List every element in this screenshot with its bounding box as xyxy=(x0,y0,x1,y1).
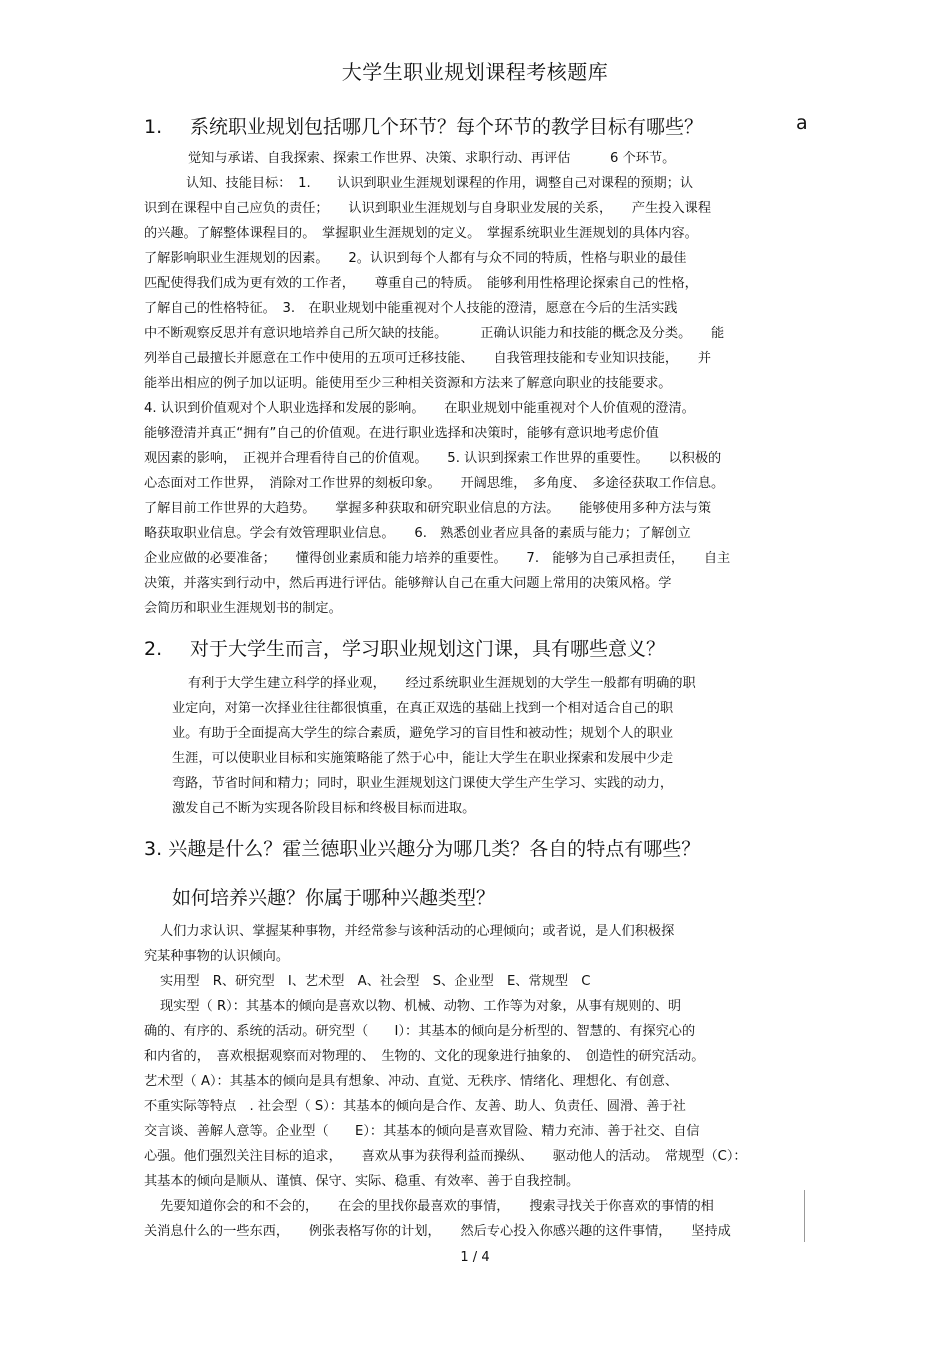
question-3-heading xyxy=(144,834,700,861)
answer-1-line: 中不断观察反思并有意识地培养自己所欠缺的技能。 正确认识能力和技能的概念及分类。 能 xyxy=(144,326,725,341)
answer-3-line: 心强。他们强烈关注目标的追求， 喜欢从事为获得利益而操纵、 驱动他人的活动。 常规型（C）： xyxy=(144,1149,747,1164)
document-title: 大学生职业规划课程考核题库 xyxy=(341,60,609,84)
answer-2-line: 有利于大学生建立科学的择业观， 经过系统职业生涯规划的大学生一般都有明确的职 xyxy=(188,676,696,691)
answer-2-line: 业定向，对第一次择业往往都很慎重，在真正双选的基础上找到一个相对适合自己的职 xyxy=(172,701,674,716)
answer-3-line: 其基本的倾向是顺从、谨慎、保守、实际、稳重、有效率、善于自我控制。 xyxy=(144,1174,580,1189)
answer-1-line: 心态面对工作世界， 消除对工作世界的刻板印象。 开阔思维， 多角度、 多途径获取工作信息。 xyxy=(144,476,725,491)
answer-1-line: 列举自己最擅长并愿意在工作中使用的五项可迁移技能、 自我管理技能和专业知识技能， 并 xyxy=(144,351,712,366)
answer-3-line: 实用型 R、研究型 I、艺术型 A、社会型 S、企业型 E、常规型 C xyxy=(160,974,591,989)
answer-1-line: 观因素的影响， 正视并合理看待自己的价值观。 5. 认识到探索工作世界的重要性。 以积极的 xyxy=(144,451,722,466)
answer-2-line: 业。有助于全面提高大学生的综合素质，避免学习的盲目性和被动性；规划个人的职业 xyxy=(172,726,674,741)
question-3-subheading: 如何培养兴趣？你属于哪种兴趣类型？ xyxy=(172,887,496,909)
answer-1-line: 会简历和职业生涯规划书的制定。 xyxy=(144,601,342,616)
answer-1-line: 匹配使得我们成为更有效的工作者， 尊重自己的特质。 能够利用性格理论探索自己的性格， xyxy=(144,276,698,291)
answer-2-line: 激发自己不断为实现各阶段目标和终极目标而进取。 xyxy=(172,801,476,816)
question-number: 1. xyxy=(144,116,163,138)
answer-1-line: 决策，并落实到行动中，然后再进行评估。能够辩认自己在重大问题上常用的决策风格。学 xyxy=(144,576,672,591)
answer-1-line: 觉知与承诺、自我探索、探索工作世界、决策、求职行动、再评估 6 个环节。 xyxy=(188,151,676,166)
question-1-mark: a xyxy=(796,112,808,134)
question-text: 系统职业规划包括哪几个环节？每个环节的教学目标有哪些？ xyxy=(190,116,704,138)
answer-3-line: 关消息什么的一些东西， 例张表格写你的计划， 然后专心投入你感兴趣的这件事情， 坚持成 xyxy=(144,1224,731,1239)
question-text: 对于大学生而言，学习职业规划这门课，具有哪些意义？ xyxy=(190,638,666,660)
answer-1-line: 认知、技能目标： 1. 认识到职业生涯规划课程的作用，调整自己对课程的预期；认 xyxy=(186,176,694,191)
answer-1-line: 企业应做的必要准备； 懂得创业素质和能力培养的重要性。 7. 能够为自己承担责任， 自主 xyxy=(144,551,731,566)
answer-1-line: 了解影响职业生涯规划的因素。 2。认识到每个人都有与众不同的特质，性格与职业的最佳 xyxy=(144,251,687,266)
answer-1-line: 的兴趣。了解整体课程目的。 掌握职业生涯规划的定义。 掌握系统职业生涯规划的具体内容。 xyxy=(144,226,698,241)
answer-1-line: 识到在课程中自己应负的责任； 认识到职业生涯规划与自身职业发展的关系， 产生投入课程 xyxy=(144,201,712,216)
question-number: 2. xyxy=(144,638,163,660)
answer-2-line: 生涯，可以使职业目标和实施策略能了然于心中，能让大学生在职业探索和发展中少走 xyxy=(172,751,674,766)
answer-3-line: 究某种事物的认识倾向。 xyxy=(144,949,290,964)
answer-3-line: 先要知道你会的和不会的， 在会的里找你最喜欢的事情， 搜索寻找关于你喜欢的事情的相 xyxy=(160,1199,714,1214)
question-1-heading xyxy=(144,112,703,139)
answer-3-line: 艺术型（ A）：其基本的倾向是具有想象、冲动、直觉、无秩序、情绪化、理想化、有创意、 xyxy=(144,1074,679,1089)
question-number: 3. xyxy=(144,838,163,860)
answer-1-line: 4. 认识到价值观对个人职业选择和发展的影响。 在职业规划中能重视对个人价值观的澄清。 xyxy=(144,401,695,416)
answer-1-line: 了解自己的性格特征。 3. 在职业规划中能重视对个人技能的澄清，愿意在今后的生活实践 xyxy=(144,301,678,316)
answer-2-line: 弯路，节省时间和精力；同时，职业生涯规划这门课使大学生产生学习、实践的动力， xyxy=(172,776,674,791)
question-text: 兴趣是什么？霍兰德职业兴趣分为哪几类？各自的特点有哪些？ xyxy=(168,838,701,860)
answer-1-line: 略获取职业信息。学会有效管理职业信息。 6. 熟悉创业者应具备的素质与能力；了解创立 xyxy=(144,526,691,541)
answer-3-line: 交言谈、善解人意等。企业型（ E）：其基本的倾向是喜欢冒险、精力充沛、善于社交、自信 xyxy=(144,1124,700,1139)
answer-3-line: 确的、有序的、系统的活动。研究型（ I）：其基本的倾向是分析型的、智慧的、有探究心的 xyxy=(144,1024,696,1039)
answer-3-line: 和内省的， 喜欢根据观察而对物理的、 生物的、文化的现象进行抽象的、 创造性的研究活动。 xyxy=(144,1049,705,1064)
answer-3-line: 不重实际等特点 . 社会型（ S）：其基本的倾向是合作、友善、助人、负责任、圆滑、善于社 xyxy=(144,1099,686,1114)
answer-3-line: 现实型（ R）：其基本的倾向是喜欢以物、机械、动物、工作等为对象，从事有规则的、明 xyxy=(160,999,682,1014)
margin-rule xyxy=(804,1190,805,1242)
answer-1-line: 了解目前工作世界的大趋势。 掌握多种获取和研究职业信息的方法。 能够使用多种方法与策 xyxy=(144,501,712,516)
answer-1-line: 能够澄清并真正“拥有”自己的价值观。在进行职业选择和决策时，能够有意识地考虑价值 xyxy=(144,426,659,441)
page-number: 1 / 4 xyxy=(460,1250,490,1265)
question-2-heading xyxy=(144,634,665,661)
answer-3-line: 人们力求认识、掌握某种事物，并经常参与该种活动的心理倾向；或者说，是人们积极探 xyxy=(160,924,675,939)
answer-1-line: 能举出相应的例子加以证明。能使用至少三种相关资源和方法来了解意向职业的技能要求。 xyxy=(144,376,672,391)
